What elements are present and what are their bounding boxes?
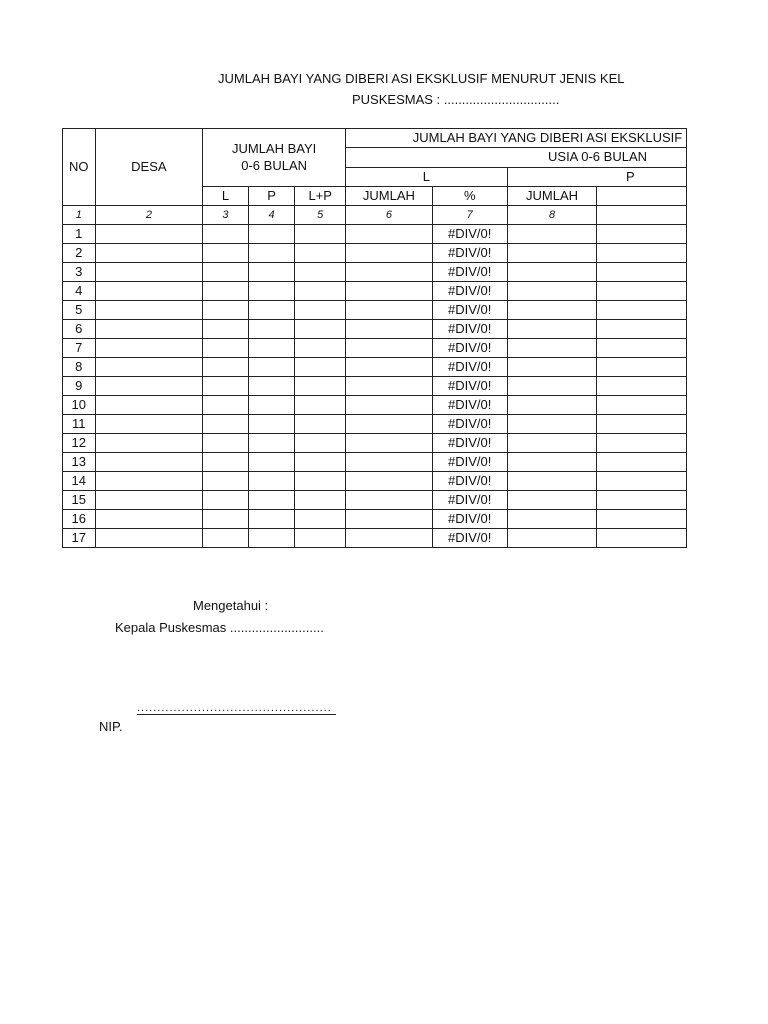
table-cell[interactable] (248, 529, 295, 548)
header-sex-l: L (346, 167, 508, 186)
row-number[interactable]: 6 (63, 320, 96, 339)
header-sex-p: P (507, 167, 686, 186)
table-cell[interactable] (248, 244, 295, 263)
row-number[interactable]: 15 (63, 491, 96, 510)
table-cell[interactable] (95, 225, 203, 244)
table-cell[interactable] (95, 491, 203, 510)
table-cell[interactable] (597, 453, 687, 472)
col-number: 1 (63, 206, 96, 225)
col-number: 5 (295, 206, 346, 225)
table-cell[interactable] (95, 472, 203, 491)
row-number[interactable]: 10 (63, 396, 96, 415)
table-cell[interactable] (203, 301, 249, 320)
percent-cell[interactable]: #DIV/0! (432, 358, 507, 377)
table-cell[interactable] (346, 244, 433, 263)
table-cell[interactable] (248, 415, 295, 434)
table-cell[interactable] (248, 491, 295, 510)
percent-cell[interactable]: #DIV/0! (432, 339, 507, 358)
percent-cell[interactable]: #DIV/0! (432, 244, 507, 263)
table-cell[interactable] (507, 377, 597, 396)
table-cell[interactable] (507, 491, 597, 510)
row-number[interactable]: 11 (63, 415, 96, 434)
header-col-percent: % (432, 186, 507, 205)
table-cell[interactable] (95, 453, 203, 472)
table-cell[interactable] (346, 529, 433, 548)
table-cell[interactable] (597, 301, 687, 320)
percent-cell[interactable]: #DIV/0! (432, 282, 507, 301)
table-row (63, 415, 687, 434)
percent-cell[interactable]: #DIV/0! (432, 301, 507, 320)
header-col-l: L (203, 186, 249, 205)
percent-cell[interactable]: #DIV/0! (432, 434, 507, 453)
table-cell[interactable] (203, 415, 249, 434)
table-cell[interactable] (346, 301, 433, 320)
table-cell[interactable] (248, 225, 295, 244)
table-cell[interactable] (507, 320, 597, 339)
table-cell[interactable] (295, 225, 346, 244)
table-row (63, 453, 687, 472)
table-cell[interactable] (346, 434, 433, 453)
percent-cell[interactable]: #DIV/0! (432, 453, 507, 472)
table-cell[interactable] (95, 263, 203, 282)
table-cell[interactable] (597, 244, 687, 263)
header-col-extra (597, 186, 687, 205)
table-cell[interactable] (346, 263, 433, 282)
table-cell[interactable] (248, 396, 295, 415)
table-cell[interactable] (295, 415, 346, 434)
table-cell[interactable] (346, 377, 433, 396)
header-col-lp: L+P (295, 186, 346, 205)
table-cell[interactable] (95, 529, 203, 548)
row-number[interactable]: 9 (63, 377, 96, 396)
table-cell[interactable] (203, 472, 249, 491)
row-number[interactable]: 2 (63, 244, 96, 263)
table-row (63, 339, 687, 358)
table-cell[interactable] (597, 358, 687, 377)
table-cell[interactable] (507, 434, 597, 453)
percent-cell[interactable]: #DIV/0! (432, 225, 507, 244)
table-row (63, 301, 687, 320)
table-row (63, 282, 687, 301)
table-cell[interactable] (597, 263, 687, 282)
percent-cell[interactable]: #DIV/0! (432, 377, 507, 396)
percent-cell[interactable]: #DIV/0! (432, 491, 507, 510)
table-cell[interactable] (295, 434, 346, 453)
table-row (63, 396, 687, 415)
table-cell[interactable] (248, 282, 295, 301)
table-cell[interactable] (95, 301, 203, 320)
table-cell[interactable] (597, 415, 687, 434)
percent-cell[interactable]: #DIV/0! (432, 320, 507, 339)
table-cell[interactable] (295, 320, 346, 339)
table-cell[interactable] (507, 396, 597, 415)
row-number[interactable]: 13 (63, 453, 96, 472)
table-cell[interactable] (346, 415, 433, 434)
data-table (62, 128, 687, 548)
row-number[interactable]: 4 (63, 282, 96, 301)
table-cell[interactable] (248, 320, 295, 339)
puskesmas-line: PUSKESMAS : ................................ (352, 92, 560, 107)
percent-cell[interactable]: #DIV/0! (432, 529, 507, 548)
percent-cell[interactable]: #DIV/0! (432, 263, 507, 282)
table-row (63, 529, 687, 548)
header-usia: USIA 0-6 BULAN (346, 148, 687, 167)
table-cell[interactable] (597, 282, 687, 301)
row-number[interactable]: 3 (63, 263, 96, 282)
table-cell[interactable] (248, 263, 295, 282)
table-cell[interactable] (95, 415, 203, 434)
table-row (63, 491, 687, 510)
table-cell[interactable] (295, 244, 346, 263)
table-cell[interactable] (507, 263, 597, 282)
percent-cell[interactable]: #DIV/0! (432, 510, 507, 529)
row-number[interactable]: 5 (63, 301, 96, 320)
table-cell[interactable] (597, 510, 687, 529)
table-cell[interactable] (346, 225, 433, 244)
percent-cell[interactable]: #DIV/0! (432, 396, 507, 415)
table-cell[interactable] (203, 453, 249, 472)
table-cell[interactable] (346, 282, 433, 301)
table-cell[interactable] (203, 358, 249, 377)
table-cell[interactable] (203, 377, 249, 396)
table-cell[interactable] (295, 339, 346, 358)
table-cell[interactable] (597, 320, 687, 339)
table-cell[interactable] (507, 510, 597, 529)
table-row (63, 377, 687, 396)
table-cell[interactable] (295, 510, 346, 529)
table-cell[interactable] (295, 472, 346, 491)
table-cell[interactable] (507, 225, 597, 244)
table-cell[interactable] (95, 358, 203, 377)
header-no: NO (63, 129, 96, 206)
table-row (63, 510, 687, 529)
table-cell[interactable] (203, 225, 249, 244)
header-col-p: P (248, 186, 295, 205)
table-cell[interactable] (346, 472, 433, 491)
table-cell[interactable] (295, 491, 346, 510)
table-cell[interactable] (597, 491, 687, 510)
table-cell[interactable] (507, 339, 597, 358)
table-cell[interactable] (295, 453, 346, 472)
table-row (63, 358, 687, 377)
table-cell[interactable] (295, 282, 346, 301)
table-cell[interactable] (248, 301, 295, 320)
table-cell[interactable] (507, 472, 597, 491)
table-cell[interactable] (203, 263, 249, 282)
table-cell[interactable] (248, 377, 295, 396)
row-number[interactable]: 7 (63, 339, 96, 358)
col-number: 3 (203, 206, 249, 225)
row-number[interactable]: 16 (63, 510, 96, 529)
nip-label: NIP. (99, 719, 123, 734)
header-jumlah-bayi-line2: 0-6 BULAN (241, 158, 307, 174)
table-cell[interactable] (203, 434, 249, 453)
table-row (63, 263, 687, 282)
table-cell[interactable] (346, 453, 433, 472)
table-cell[interactable] (507, 358, 597, 377)
table-cell[interactable] (597, 529, 687, 548)
table-cell[interactable] (507, 282, 597, 301)
table-cell[interactable] (346, 339, 433, 358)
table-cell[interactable] (597, 339, 687, 358)
table-cell[interactable] (507, 415, 597, 434)
table-cell[interactable] (203, 510, 249, 529)
table-row (63, 434, 687, 453)
table-cell[interactable] (203, 396, 249, 415)
table-cell[interactable] (507, 301, 597, 320)
table-cell[interactable] (295, 358, 346, 377)
table-cell[interactable] (295, 301, 346, 320)
col-number: 2 (95, 206, 203, 225)
table-cell[interactable] (95, 434, 203, 453)
row-number[interactable]: 8 (63, 358, 96, 377)
table-cell[interactable] (295, 263, 346, 282)
table-cell[interactable] (346, 510, 433, 529)
header-desa: DESA (95, 129, 203, 206)
row-number[interactable]: 14 (63, 472, 96, 491)
table-cell[interactable] (597, 396, 687, 415)
header-col-jumlah-p: JUMLAH (507, 186, 597, 205)
table-cell[interactable] (597, 377, 687, 396)
signature-line: ................................................ (137, 702, 336, 715)
header-jumlah-bayi (203, 129, 346, 187)
table-cell[interactable] (95, 282, 203, 301)
table-cell[interactable] (295, 396, 346, 415)
percent-cell[interactable]: #DIV/0! (432, 415, 507, 434)
mengetahui-label: Mengetahui : (193, 598, 269, 613)
table-cell[interactable] (295, 377, 346, 396)
table-cell[interactable] (507, 529, 597, 548)
col-number: 4 (248, 206, 295, 225)
kepala-puskesmas-label: Kepala Puskesmas .......................... (115, 620, 324, 635)
table-cell[interactable] (597, 434, 687, 453)
col-number: 8 (507, 206, 597, 225)
header-col-jumlah: JUMLAH (346, 186, 433, 205)
row-number[interactable]: 17 (63, 529, 96, 548)
col-number (597, 206, 687, 225)
table-cell[interactable] (295, 529, 346, 548)
table-cell[interactable] (248, 510, 295, 529)
table-cell[interactable] (346, 491, 433, 510)
table-cell[interactable] (248, 434, 295, 453)
table-cell[interactable] (203, 320, 249, 339)
column-number-row (63, 206, 687, 225)
document-title: JUMLAH BAYI YANG DIBERI ASI EKSKLUSIF MENURUT JENIS KEL (218, 71, 625, 86)
table-row (63, 225, 687, 244)
table-cell[interactable] (248, 453, 295, 472)
table-cell[interactable] (507, 244, 597, 263)
table-cell[interactable] (203, 244, 249, 263)
table-row (63, 320, 687, 339)
table-cell[interactable] (95, 510, 203, 529)
table-row (63, 244, 687, 263)
table-cell[interactable] (95, 377, 203, 396)
col-number: 6 (346, 206, 433, 225)
table-cell[interactable] (248, 472, 295, 491)
table-cell[interactable] (203, 491, 249, 510)
table-row (63, 472, 687, 491)
table-cell[interactable] (95, 339, 203, 358)
percent-cell[interactable]: #DIV/0! (432, 472, 507, 491)
table-cell[interactable] (203, 339, 249, 358)
table-cell[interactable] (95, 244, 203, 263)
row-number[interactable]: 1 (63, 225, 96, 244)
table-cell[interactable] (203, 282, 249, 301)
table-cell[interactable] (248, 358, 295, 377)
table-cell[interactable] (346, 396, 433, 415)
table-cell[interactable] (95, 396, 203, 415)
table-cell[interactable] (346, 358, 433, 377)
table-cell[interactable] (597, 225, 687, 244)
col-number: 7 (432, 206, 507, 225)
table-cell[interactable] (95, 320, 203, 339)
header-diberi-asi: JUMLAH BAYI YANG DIBERI ASI EKSKLUSIF (346, 129, 687, 148)
table-cell[interactable] (346, 320, 433, 339)
table-cell[interactable] (597, 472, 687, 491)
table-cell[interactable] (203, 529, 249, 548)
row-number[interactable]: 12 (63, 434, 96, 453)
table-cell[interactable] (507, 453, 597, 472)
table-cell[interactable] (248, 339, 295, 358)
header-jumlah-bayi-line1: JUMLAH BAYI (231, 141, 317, 157)
